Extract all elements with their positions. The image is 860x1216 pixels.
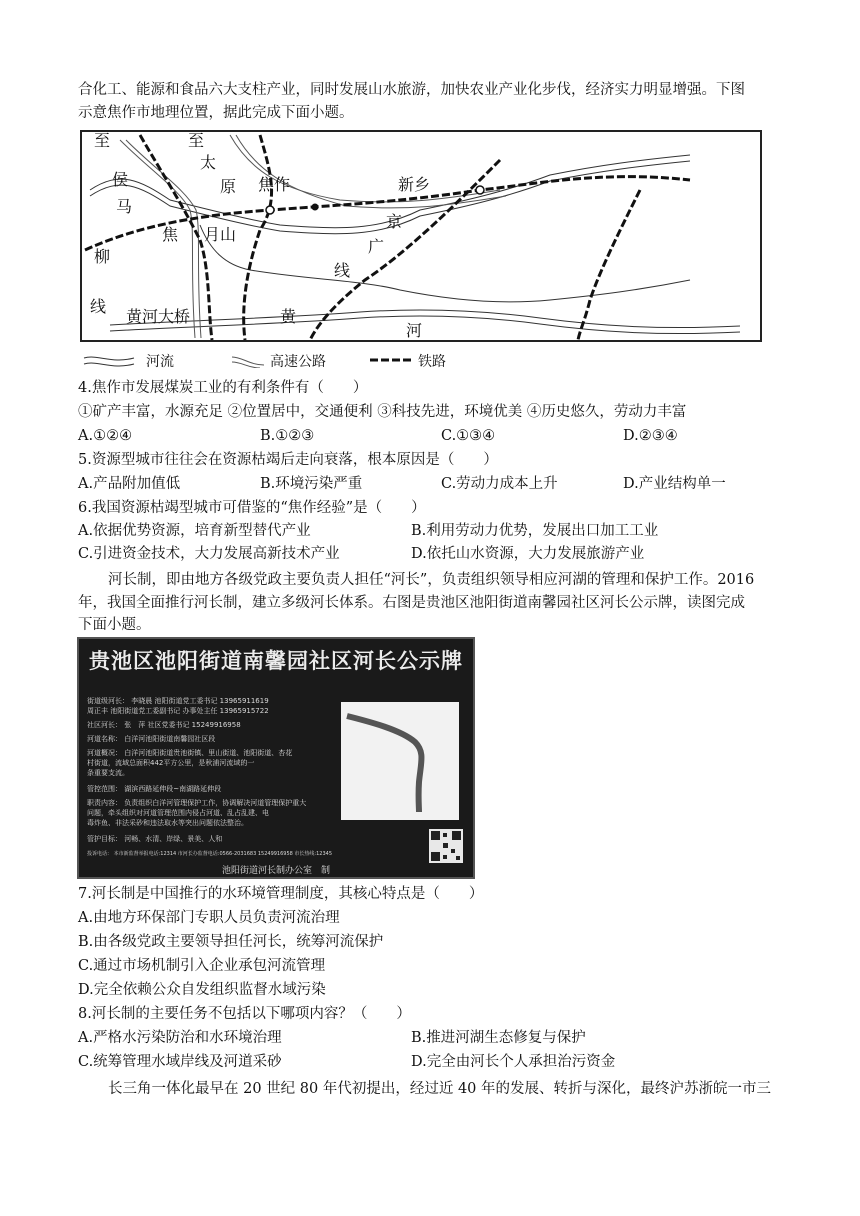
board-row: 街道级河长： 李晓晨 池阳街道党工委书记 13965911619: [87, 697, 269, 705]
map-label-yuan: 原: [220, 177, 237, 196]
q4-option-b: B.①②③: [260, 428, 315, 444]
q5-stem: 5.资源型城市往往会在资源枯竭后走向衰落，根本原因是（ ）: [78, 452, 498, 468]
map-label-liu: 柳: [94, 247, 111, 266]
q4-option-c: C.①③④: [441, 428, 496, 444]
board-row: 河道名称： 白洋河池阳街道南馨园社区段: [87, 735, 216, 743]
q5-option-c: C.劳动力成本上升: [441, 476, 558, 492]
map-label-xinxiang: 新乡: [398, 175, 431, 194]
river-intro-line-3: 下面小题。: [78, 617, 151, 633]
q4-stem: 4.焦作市发展煤炭工业的有利条件有（ ）: [78, 380, 368, 396]
highway-legend-icon: [230, 354, 266, 368]
board-row: 管控范围： 湖滨西路延伸段~南湖路延伸段: [87, 785, 222, 793]
map-legend: [80, 350, 762, 372]
map-label-tai: 太: [200, 153, 217, 172]
board-row: 毒炸鱼、非法采砂和违法取水等突出问题依法整治。: [87, 819, 248, 827]
q6-option-d: D.依托山水资源，大力发展旅游产业: [411, 546, 645, 562]
map-label-he: 河: [406, 321, 423, 340]
map-label-zhi-2: 至: [188, 131, 205, 150]
q5-option-b: B.环境污染严重: [260, 476, 363, 492]
map-label-yueshan: 月山: [204, 225, 237, 244]
q7-option-a: A.由地方环保部门专职人员负责河流治理: [78, 910, 340, 926]
q4-items: ①矿产丰富，水源充足 ②位置居中，交通便利 ③科技先进，环境优美 ④历史悠久，劳动力丰富: [78, 404, 687, 420]
q6-option-c: C.引进资金技术，大力发展高新技术产业: [78, 546, 340, 562]
map-label-ma: 马: [116, 197, 133, 216]
q8-stem: 8.河长制的主要任务不包括以下哪项内容？（ ）: [78, 1006, 411, 1022]
q4-option-a: A.①②④: [78, 428, 133, 444]
q8-option-a: A.严格水污染防治和水环境治理: [78, 1030, 282, 1046]
q6-option-a: A.依据优势资源，培育新型替代产业: [78, 523, 311, 539]
board-row: 周正丰 池阳街道党工委副书记 办事处主任 13965915722: [87, 707, 269, 715]
board-qr-code: [429, 829, 463, 863]
legend-highway-label: 高速公路: [270, 354, 326, 370]
legend-railway-label: 铁路: [418, 354, 446, 370]
q6-option-b: B.利用劳动力优势，发展出口加工工业: [411, 523, 659, 539]
intro-line-2: 示意焦作市地理位置，据此完成下面小题。: [78, 105, 354, 121]
q7-option-c: C.通过市场机制引入企业承包河流管理: [78, 958, 326, 974]
river-intro-line-2: 年，我国全面推行河长制，建立多级河长体系。右图是贵池区池阳街道南馨园社区河长公示牌，读图完成: [78, 595, 745, 611]
map-label-xian-2: 线: [90, 297, 107, 316]
map-label-guang: 广: [368, 237, 385, 256]
q5-option-d: D.产业结构单一: [623, 476, 726, 492]
map-label-bridge: 黄河大桥: [126, 307, 191, 326]
board-row: 条重要支流。: [87, 769, 129, 777]
q6-stem: 6.我国资源枯竭型城市可借鉴的“焦作经验”是（ ）: [78, 500, 426, 516]
yangtze-delta-paragraph: 长三角一体化最早在 20 世纪 80 年代初提出，经过近 40 年的发展、转折与深化，最终沪苏浙皖一市三: [108, 1081, 772, 1097]
board-footer: 池阳街道河长制办公室 制: [221, 866, 330, 876]
map-label-jiao: 焦: [162, 225, 179, 244]
q7-option-d: D.完全依赖公众自发组织监督水域污染: [78, 982, 326, 998]
map-label-xian: 线: [334, 261, 351, 280]
board-row: 河道概况： 白洋河池阳街道贵池街镇、里山街道、池阳街道、杏花: [87, 749, 293, 757]
board-river-map: [341, 702, 459, 820]
board-row: 职责内容： 负责组织白洋河管理保护工作，协调解决河道管理保护重大: [87, 799, 307, 807]
q4-option-d: D.②③④: [623, 428, 678, 444]
board-row: 社区河长： 张 萍 社区党委书记 15249916958: [87, 721, 241, 729]
q7-stem: 7.河长制是中国推行的水环境管理制度，其核心特点是（ ）: [78, 886, 484, 902]
q8-option-d: D.完全由河长个人承担治污资金: [411, 1054, 616, 1070]
intro-line-1: 合化工、能源和食品六大支柱产业，同时发展山水旅游，加快农业产业化步伐，经济实力明显增强。下图: [78, 82, 745, 98]
river-intro-line-1: 河长制，即由地方各级党政主要负责人担任“河长”，负责组织领导相应河湖的管理和保护工作。2016: [108, 572, 755, 588]
jiaozuo-location-map: [80, 130, 762, 342]
map-label-zhi-1: 至: [94, 131, 111, 150]
q8-option-c: C.统筹管理水域岸线及河道采砂: [78, 1054, 282, 1070]
river-legend-icon: [82, 354, 136, 368]
map-label-hou: 侯: [112, 170, 129, 189]
map-label-huang: 黄: [280, 307, 297, 326]
board-row: 投诉电话： 本市新监督举报电话:12314 市河长办监督电话:0566-2031683 15249916958 市长热线:12345: [87, 851, 333, 857]
q5-option-a: A.产品附加值低: [78, 476, 181, 492]
board-title: 贵池区池阳街道南馨园社区河长公示牌: [89, 648, 463, 673]
board-row: 问题，牵头组织对河道管理范围内侵占河道、乱占乱建、电: [87, 809, 269, 817]
q8-option-b: B.推进河湖生态修复与保护: [411, 1030, 586, 1046]
railway-legend-icon: [368, 355, 414, 365]
board-row: 村街道，流域总面积442平方公里，是秋浦河流域的一: [87, 759, 255, 767]
q7-option-b: B.由各级党政主要领导担任河长，统筹河流保护: [78, 934, 384, 950]
legend-river-label: 河流: [146, 354, 174, 370]
river-chief-notice-board: [77, 637, 475, 879]
map-label-jing: 京: [386, 212, 403, 231]
map-label-jiaozuo: 焦作: [258, 175, 291, 194]
board-row: 管护目标： 河畅、水清、岸绿、景美、人和: [87, 835, 223, 843]
